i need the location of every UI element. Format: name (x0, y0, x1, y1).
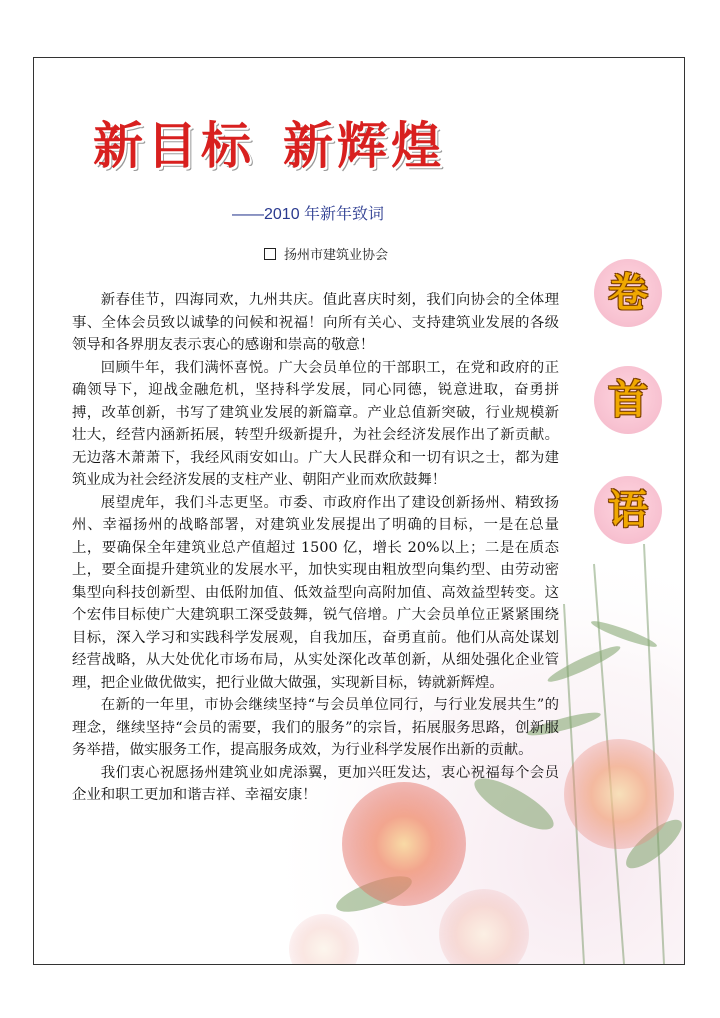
paragraph: 回顾牛年，我们满怀喜悦。广大会员单位的干部职工，在党和政府的正确领导下，迎战金融危机，坚持科学发展，同心同德，锐意进取，奋勇拼搏，改革创新，书写了建筑业发展的新篇章。产业总值新突破，行业规模新壮大，经营内涵新拓展，转型升级新提升，为社会经济发展作出了新贡献。无边落木萧萧下，我经风雨安如山。广大人民群众和一切有识之士，都为建筑业成为社会经济发展的支柱产业、朝阳产业而欢欣鼓舞！ (72, 359, 559, 488)
sidebar-char-2: 首 (594, 366, 662, 434)
paragraph: 我们衷心祝愿扬州建筑业如虎添翼，更加兴旺发达，衷心祝福每个会员企业和职工更加和谐吉祥、幸福安康！ (72, 764, 559, 803)
paragraph: 在新的一年里，市协会继续坚持“与会员单位同行，与行业发展共生”的理念，继续坚持“会员的需要，我们的服务”的宗旨，拓展服务思路，创新服务举措，做实服务工作，提高服务成效，为行业科学发展作出新的贡献。 (72, 697, 559, 758)
title-part-2: 新辉煌 (283, 117, 445, 175)
paragraph: 展望虎年，我们斗志更坚。市委、市政府作出了建设创新扬州、精致扬州、幸福扬州的战略部署，对建筑业发展提出了明确的目标，一是在总量上，要确保全年建筑业总产值超过 1500 亿，增长 20%以上；二是在质态上，要全面提升建筑业的发展水平，加快实现由粗放型向集约型、由劳动密集型向科技创新型、由低附加值、低效益型向高附加值、高效益型转变。这个宏伟目标使广大建筑职工深受鼓舞，锐气倍增。广大会员单位正紧紧围绕目标，深入学习和实践科学发展观，自我加压，奋勇直前。他们从高处谋划经营战略，从大处优化市场布局，从实处深化改革创新，从细处强化企业管理，把企业做优做实，把行业做大做强，实现新目标，铸就新辉煌。 (72, 494, 559, 691)
paragraph: 新春佳节，四海同欢，九州共庆。值此喜庆时刻，我们向协会的全体理事、全体会员致以诚挚的问候和祝福！向所有关心、支持建筑业发展的各级领导和各界朋友表示衷心的感谢和崇高的敬意！ (72, 292, 559, 353)
sidebar-char-3: 语 (594, 476, 662, 544)
page-frame (33, 57, 685, 965)
author-name: 扬州市建筑业协会 (284, 248, 389, 263)
sidebar-char-1: 卷 (594, 259, 662, 327)
author-line (264, 248, 388, 264)
checkbox-square-icon (264, 248, 276, 260)
title-part-1: 新目标 (93, 117, 255, 175)
subtitle: ——2010 年新年致词 (232, 206, 385, 223)
body-text (72, 289, 559, 807)
main-title (93, 114, 563, 178)
